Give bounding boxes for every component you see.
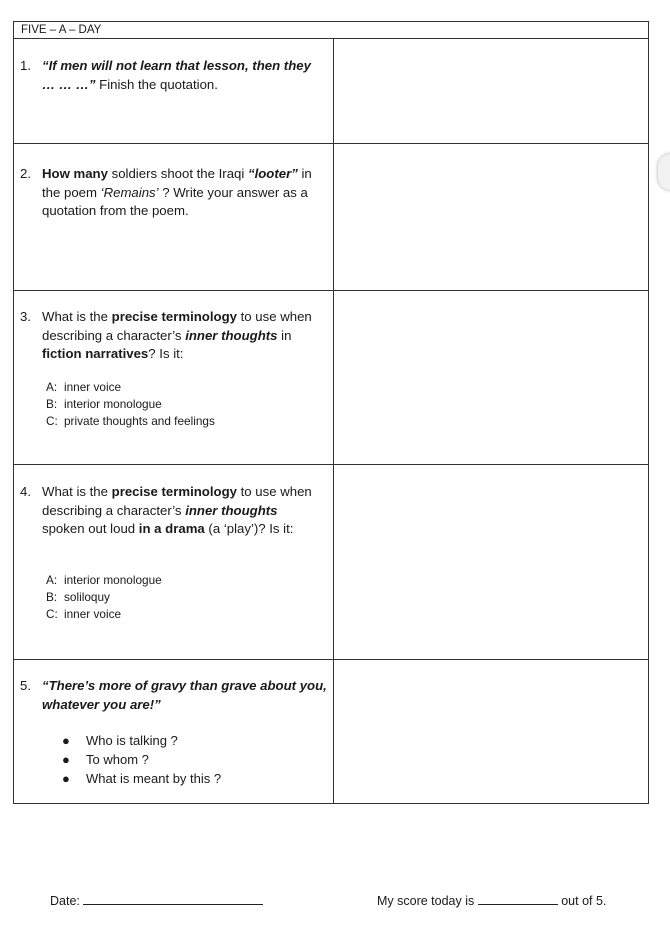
score-blank[interactable] [478, 892, 558, 905]
question-cell [14, 144, 334, 290]
answer-cell[interactable] [334, 39, 648, 143]
worksheet-title: FIVE – A – DAY [14, 22, 648, 39]
option-b: B: soliloquy [46, 590, 110, 604]
question-row-2 [14, 144, 648, 291]
list-item: ● To whom ? [62, 752, 149, 767]
list-item: ● Who is talking ? [62, 733, 178, 748]
option-c: C: private thoughts and feelings [46, 414, 215, 428]
option-b: B: interior monologue [46, 397, 162, 411]
worksheet-table [13, 21, 649, 804]
answer-cell[interactable] [334, 144, 648, 290]
question-cell [14, 291, 334, 464]
question-row-5 [14, 660, 648, 804]
answer-cell[interactable] [334, 660, 648, 804]
answer-options [46, 572, 162, 623]
question-text: 4. What is the precise terminology to use when describing a character’s inner thoughts spoken out loud in a drama (a ‘play’)? Is it: [20, 484, 312, 536]
question-text: 5. “There’s more of gravy than grave about you, whatever you are!” [20, 678, 327, 712]
date-field: Date: [50, 892, 263, 908]
option-a: A: interior monologue [46, 573, 162, 587]
question-row-3 [14, 291, 648, 465]
question-text: 2. How many soldiers shoot the Iraqi “looter” in the poem ‘Remains’ ? Write your answer as a quotation from the poem. [20, 166, 312, 218]
option-a: A: inner voice [46, 380, 122, 394]
list-item: ● What is meant by this ? [62, 771, 222, 786]
question-text: 3. What is the precise terminology to use when describing a character’s inner thoughts in fiction narratives? Is it: [20, 309, 312, 361]
date-blank[interactable] [83, 892, 263, 905]
side-scroll-handle[interactable] [657, 153, 670, 191]
answer-cell[interactable] [334, 465, 648, 659]
question-cell [14, 39, 334, 143]
answer-options [46, 379, 215, 430]
answer-cell[interactable] [334, 291, 648, 464]
option-c: C: inner voice [46, 607, 122, 621]
question-row-4 [14, 465, 648, 660]
question-cell [14, 465, 334, 659]
bullet-list [59, 731, 221, 788]
question-row-1 [14, 39, 648, 144]
score-field: My score today is out of 5. [377, 894, 607, 908]
question-cell [14, 660, 334, 804]
question-text: 1. “If men will not learn that lesson, then they … … …” Finish the quotation. [20, 58, 311, 92]
